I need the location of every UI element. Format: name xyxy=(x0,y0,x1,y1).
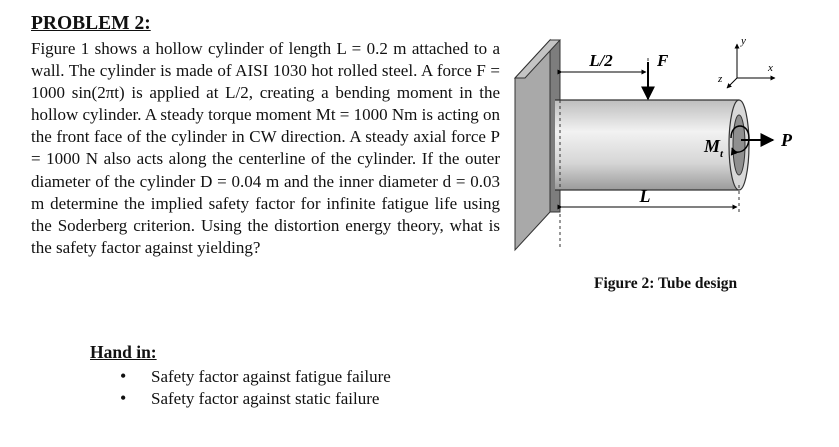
hand-in-list xyxy=(120,366,391,409)
torque-subscript: t xyxy=(720,148,724,160)
torque-label: M xyxy=(704,136,721,156)
force-arrow xyxy=(648,51,669,99)
half-length-label: L/2 xyxy=(589,51,613,70)
tube-design-figure xyxy=(505,0,835,260)
length-label: L xyxy=(639,186,651,206)
axial-force-label: P xyxy=(781,130,792,150)
axis-y-label: y xyxy=(741,35,746,47)
problem-title: PROBLEM 2: xyxy=(31,13,151,34)
half-length-dimension xyxy=(562,51,646,72)
problem-statement: Figure 1 shows a hollow cylinder of length L = 0.2 m attached to a wall. The cylinder is made of AISI 1030 hot rolled steel. A force F = 1000 sin(2πt) is applied at L/2, creating a bending moment in the hollow cylinder. A steady torque moment Mt = 1000 Nm is acting on the front face of the cylinder in CW direction. A steady axial force P = 1000 N also acts along the centerline of the cylinder. If the outer diameter of the cylinder D = 0.04 m and the inner diameter d = 0.03 m determine the implied safety factor for infinite fatigue life using the Soderberg criterion. Using the distortion energy theory, what is the safety factor against yielding? xyxy=(31,39,501,257)
coordinate-axes xyxy=(717,35,775,88)
hand-in-item: • Safety factor against static failure xyxy=(120,388,391,410)
wall xyxy=(515,40,560,250)
hand-in-title: Hand in: xyxy=(90,342,157,362)
axis-z-label: z xyxy=(718,73,723,85)
figure-caption: Figure 2: Tube design xyxy=(594,275,738,292)
force-label: F xyxy=(657,51,669,70)
hand-in-item: • Safety factor against fatigue failure xyxy=(120,366,391,388)
axis-x-label: x xyxy=(768,62,773,74)
